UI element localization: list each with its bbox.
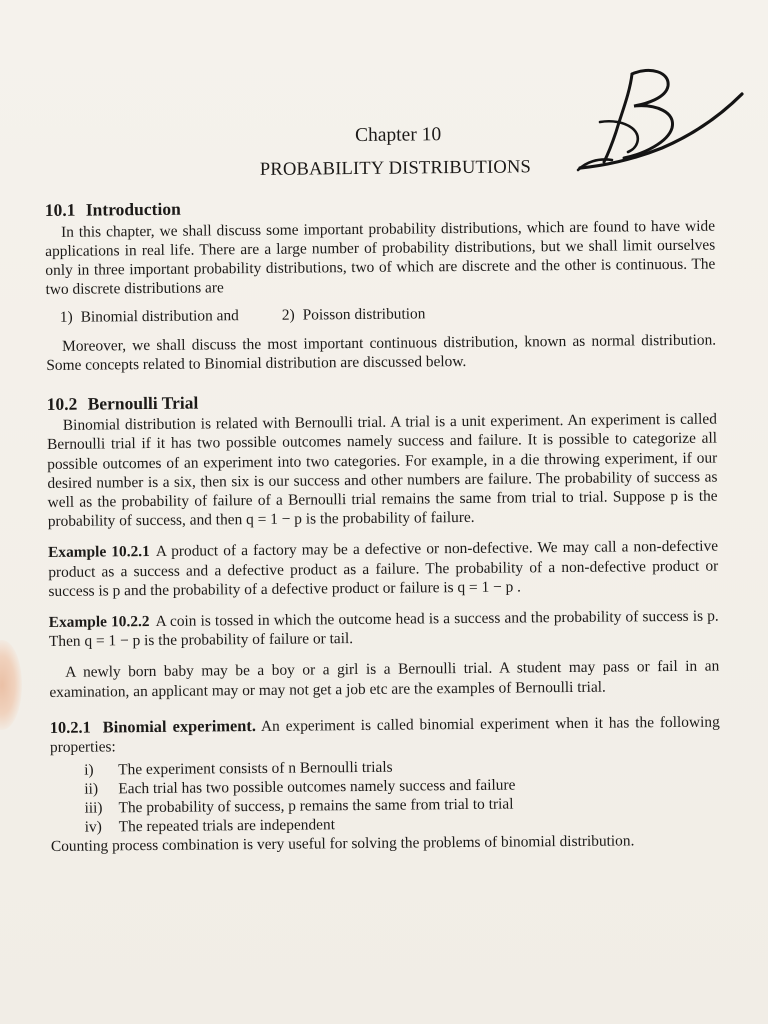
list-item-text: Each trial has two possible outcomes namely success and failure — [118, 776, 516, 798]
intro-paragraph-2: Moreover, we shall discuss the most important continuous distribution, known as normal distribution. Some concepts related to Binomial distribution are discussed below. — [46, 331, 717, 374]
list-item-number: iv) — [84, 818, 102, 836]
distribution-list — [60, 302, 716, 327]
example-label: Example 10.2.2 — [48, 613, 150, 632]
list-item-label: Poisson distribution — [302, 305, 426, 324]
example-10-2-2 — [49, 607, 719, 652]
section-number: 10.2 — [46, 393, 78, 415]
properties-list — [84, 755, 721, 837]
list-item-number: 1) — [59, 309, 73, 327]
page-edge-stain — [0, 640, 22, 730]
page-content — [44, 120, 721, 857]
example-label: Example 10.2.1 — [48, 543, 150, 562]
binomial-experiment-paragraph — [50, 711, 720, 757]
example-text: A coin is tossed in which the outcome head is a success and the probability of success is p. Then q = 1 − p is the probability of failure or tail. — [48, 607, 719, 651]
list-item-text: The probability of success, p remains the same from trial to trial — [118, 795, 514, 817]
example-10-2-1 — [48, 537, 719, 601]
list-item — [282, 305, 426, 326]
list-item-number: i) — [84, 761, 94, 779]
list-item-number: iii) — [84, 799, 103, 817]
closing-paragraph: Counting process combination is very useful for solving the problems of binomial distribution. — [50, 832, 635, 856]
section-number: 10.1 — [44, 200, 76, 221]
subsection-number: 10.2.1 — [49, 717, 91, 737]
list-item-text: The repeated trials are independent — [118, 816, 336, 836]
section-title: Introduction — [85, 199, 181, 221]
chapter-title: PROBABILITY DISTRIBUTIONS — [259, 156, 532, 181]
chapter-number: Chapter 10 — [354, 124, 442, 147]
subsection-title: Binomial experiment. — [102, 715, 257, 737]
intro-paragraph: In this chapter, we shall discuss some important probability distributions, which are found to have wide applications in real life. There are a large number of probability distributions, but we shall limit ourselves only in three important probability distributions, two of which are discrete and the other is continuous. The two discrete distributions are — [45, 217, 716, 299]
subsection-heading — [50, 716, 256, 737]
bernoulli-examples-paragraph: A newly born baby may be a boy or a girl is a Bernoulli trial. A student may pass or fail in an examination, an applicant may or may not get a job etc are the examples of Bernoulli trial. — [49, 658, 720, 701]
list-item — [60, 306, 282, 327]
subsection-intro-text: An experiment is called binomial experiment when it has the following properties: — [49, 713, 720, 757]
list-item-number: 2) — [281, 307, 295, 325]
list-item-text: The experiment consists of n Bernoulli trials — [118, 758, 393, 779]
example-text: A product of a factory may be a defective or non-defective. We may call a non-defective product as a success and a defective product as a failure. The probability of a non-defective product or success is p and the probability of a defective product or failure is q = 1 − p . — [48, 538, 719, 600]
list-item-label: Binomial distribution and — [80, 307, 239, 327]
list-item-number: ii) — [84, 780, 99, 798]
bernoulli-paragraph: Binomial distribution is related with Bernoulli trial. A trial is a unit experiment. An experiment is called Bernoulli trial if it has two possible outcomes namely success and failure. It is possible to categorize all possible outcomes of an experiment into two categories. For example, in a die throwing experiment, if our desired number is a six, then six is our success and other numbers are failure. The probability of success as well as the probability of failure of a Bernoulli trial remains the same from trial to trial. Suppose p is the probability of success, and then q = 1 − p is the probability of failure. — [46, 410, 718, 531]
section-title: Bernoulli Trial — [87, 392, 199, 414]
